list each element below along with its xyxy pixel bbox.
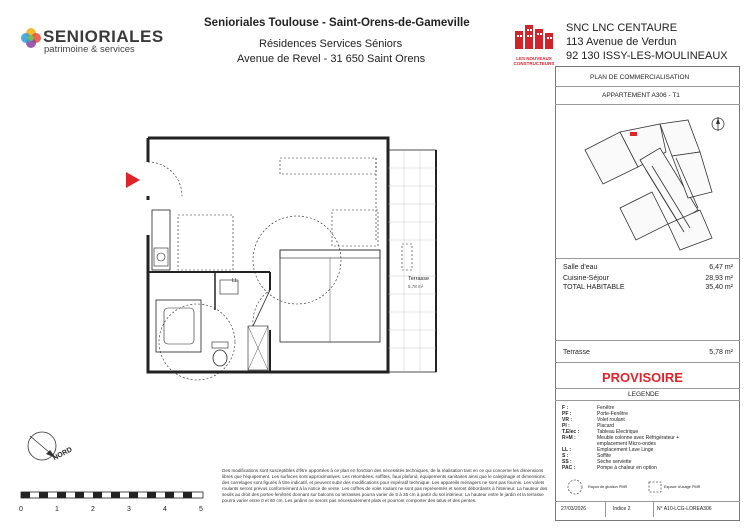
legend-code: PAC : bbox=[562, 465, 576, 471]
brand-tagline: patrimoine & services bbox=[44, 44, 135, 55]
panel-divider bbox=[555, 400, 740, 401]
surface-value: 6,47 m² bbox=[709, 264, 733, 271]
legend-code: Pl : bbox=[562, 423, 570, 429]
footer-index: Indice 2 bbox=[613, 506, 631, 512]
turning-circle-icon bbox=[566, 478, 584, 496]
legend-text: Placard bbox=[597, 423, 614, 429]
legend-text: Soffite bbox=[597, 453, 612, 459]
usage-space-icon bbox=[648, 481, 662, 493]
legend-text: emplacement Micro-ondes bbox=[597, 441, 656, 447]
lnc-logo-text: LES NOUVEAUX CONSTRUCTEURS bbox=[513, 56, 555, 66]
panel-divider bbox=[555, 86, 740, 87]
panel-divider bbox=[555, 104, 740, 105]
lnc-logo bbox=[512, 21, 556, 65]
legend-code: S : bbox=[562, 453, 569, 459]
legend-code: F : bbox=[562, 405, 569, 411]
terrace-value: 5,78 m² bbox=[709, 349, 733, 356]
compass-label: NORD bbox=[52, 446, 74, 463]
footer-date-box bbox=[555, 501, 606, 517]
terrace-plan-area: 5,78 m² bbox=[408, 284, 424, 289]
apartment-highlight bbox=[630, 132, 637, 136]
owner-line-1: SNC LNC CENTAURE bbox=[566, 22, 678, 34]
scale-tick: 0 bbox=[19, 506, 23, 513]
legend-code: R+M : bbox=[562, 435, 576, 441]
north-arrow-icon bbox=[710, 116, 726, 132]
scale-tick: 1 bbox=[55, 506, 59, 513]
legend-text: Pompe à chaleur en option bbox=[597, 465, 657, 471]
legend-text: Fenêtre bbox=[597, 405, 615, 411]
legend-code: LL : bbox=[562, 447, 572, 453]
legend-text: Meuble colonne avec Réfrigérateur + bbox=[597, 435, 680, 441]
legend-key-right: Espace d'usage PMR bbox=[664, 485, 701, 489]
legend-text: Volet roulant bbox=[597, 417, 625, 423]
legend-text: Porte-Fenêtre bbox=[597, 411, 628, 417]
apartment-label: APPARTEMENT A306 - T1 bbox=[602, 92, 680, 99]
scale-tick: 5 bbox=[199, 506, 203, 513]
footer-ref-box bbox=[653, 501, 739, 517]
project-subtitle: Résidences Services Séniors bbox=[259, 38, 403, 50]
brand-name: SENIORIALES bbox=[43, 27, 164, 46]
surface-value: 28,93 m² bbox=[705, 275, 733, 282]
key-plan bbox=[580, 112, 730, 254]
project-address: Avenue de Revel - 31 650 Saint Orens bbox=[237, 53, 426, 65]
total-label: TOTAL HABITABLE bbox=[563, 284, 625, 291]
footer-date: 27/03/2026 bbox=[561, 506, 587, 512]
legend-code: VR : bbox=[562, 417, 572, 423]
surface-label: Cuisine-Séjour bbox=[563, 275, 609, 282]
terrace-label: Terrasse bbox=[563, 349, 590, 356]
ll-label: LL bbox=[232, 278, 238, 284]
legend-text: Sèche serviette bbox=[597, 459, 632, 465]
footer-index-box bbox=[605, 501, 654, 517]
panel-divider bbox=[555, 340, 740, 341]
surface-label: Salle d'eau bbox=[563, 264, 598, 271]
scale-tick: 4 bbox=[163, 506, 167, 513]
legend-item bbox=[562, 466, 657, 472]
legend-text: Tableau Electrique bbox=[597, 429, 639, 435]
legend-item bbox=[562, 418, 625, 424]
panel-divider bbox=[555, 258, 740, 259]
terrace-plan-label: Terrasse bbox=[408, 276, 430, 282]
total-value: 35,40 m² bbox=[705, 284, 733, 291]
entrance-arrow-icon bbox=[126, 172, 140, 188]
surface-row bbox=[563, 275, 733, 282]
legend-key-left: Rayon de giration PMR bbox=[588, 485, 628, 489]
legend-code: PF : bbox=[562, 411, 572, 417]
floor-plan bbox=[120, 130, 445, 382]
legend-text: Emplacement Lave Linge bbox=[597, 447, 654, 453]
scale-tick: 2 bbox=[91, 506, 95, 513]
project-title: Senioriales Toulouse - Saint-Orens-de-Gameville bbox=[204, 17, 470, 29]
legend-title: LEGENDE bbox=[628, 391, 660, 398]
status-provisoire: PROVISOIRE bbox=[602, 370, 683, 385]
terrace-row bbox=[563, 349, 733, 356]
owner-line-3: 92 130 ISSY-LES-MOULINEAUX bbox=[566, 50, 728, 62]
legend-code: T.Elec : bbox=[562, 429, 580, 435]
seniorales-logo-icon bbox=[20, 27, 42, 49]
legend-code: SS : bbox=[562, 459, 572, 465]
owner-line-2: 113 Avenue de Verdun bbox=[566, 36, 677, 48]
total-row bbox=[563, 284, 733, 291]
footer-reference: N° A10-LCG-LOREA306 bbox=[657, 506, 712, 512]
disclaimer-note: Des modifications sont susceptibles d'être apportées à ce plan en fonction des nécessités techniques, de la réalisation tant en ce qui concerne les dimensions libres que l'équipement. Les surfaces sont approximatives. Les retombées, soffites, faux plafond, équipements sanitaires ainsi que le calepinage et dimensions des carrelages sont figurés à titre indicatif, et peuvent subir des modifications pour impératif technique. Les appareils ménagers ne sont pas fournis. Les volets roulants seront prévus conformément à la notice de vente. Les coffres de volet roulant ne sont pas représentés et seront débordants à l'intérieur. La hauteur des seuils au droit des portes-fenêtres donnant sur balcons ou terrasses pourra varier de 5 à 35 cm à partir du sol intérieur. La hauteur entre le jardin et la terrasse pourra varier entre 0 et 60 cm. Les jardins ne seront pas nécessairement plats et pourront comporter des talus et des pentes. bbox=[222, 468, 548, 503]
scale-tick: 3 bbox=[127, 506, 131, 513]
surface-row bbox=[563, 264, 733, 271]
panel-divider bbox=[555, 388, 740, 389]
panel-divider bbox=[555, 362, 740, 363]
scale-bar bbox=[20, 490, 206, 504]
lnc-building-icon bbox=[512, 21, 556, 51]
plan-title: PLAN DE COMMERCIALISATION bbox=[590, 74, 690, 81]
compass-icon bbox=[24, 428, 66, 468]
